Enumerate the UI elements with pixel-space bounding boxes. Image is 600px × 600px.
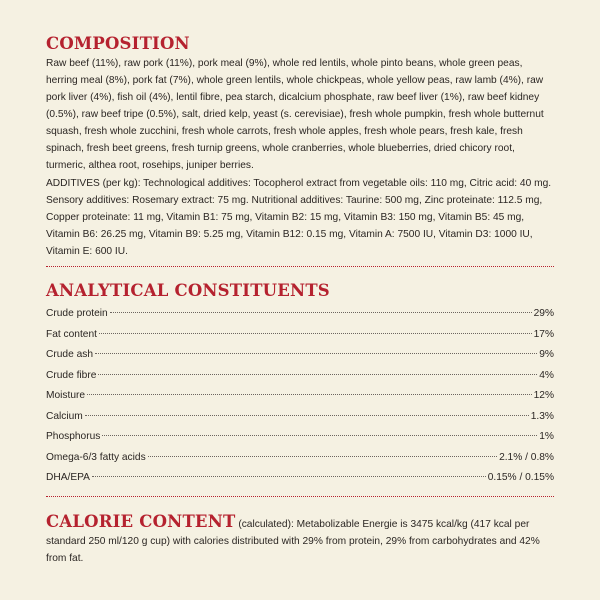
dot-leader xyxy=(98,374,537,375)
constituents-table xyxy=(46,304,554,489)
table-row xyxy=(46,366,554,387)
dot-leader xyxy=(95,353,537,354)
constituent-name: DHA/EPA xyxy=(46,472,90,483)
constituent-value: 1% xyxy=(539,431,554,442)
dot-leader xyxy=(92,476,486,477)
additives-text: ADDITIVES (per kg): Technological additives: Tocopherol extract from vegetable oils: 110 mg, Citric acid: 40 mg. Sensory additives: Rosemary extract: 75 mg. Nutritional additives: Taurine: 500 mg, Zinc proteinate: 112.5 mg, Copper proteinate: 11 mg, Vitamin B1: 75 mg, Vitamin B2: 15 mg, Vitamin B3: 150 mg, Vitamin B5: 45 mg, Vitamin B6: 26.25 mg, Vitamin B9: 5.25 mg, Vitamin B12: 0.15 mg, Vitamin A: 7500 IU, Vitamin D3: 1000 IU, Vitamin E: 600 IU. xyxy=(46,178,552,257)
constituent-value: 9% xyxy=(539,349,554,360)
constituent-value: 29% xyxy=(533,308,554,319)
dot-leader xyxy=(102,435,537,436)
table-row xyxy=(46,386,554,407)
table-row xyxy=(46,427,554,448)
constituent-value: 4% xyxy=(539,369,554,381)
analytical-section xyxy=(46,281,554,489)
dot-leader xyxy=(87,394,532,395)
constituent-name: Moisture xyxy=(46,390,86,401)
table-row xyxy=(46,325,554,346)
ingredients-text: Raw beef (11%), raw pork (11%), pork meal (9%), whole red lentils, whole pinto beans, whole green peas, herring meal (8%), pork fat (7%), whole green lentils, whole chickpeas, whole yellow peas, raw lamb (4%), raw pork liver (4%), fish oil (4%), lentil fibre, pea starch, dicalcium phosphate, raw beef liver (1%), raw beef kidney (0.5%), raw beef tripe (0.5%), salt, dried kelp, yeast (s. cerevisiae), fresh whole pumpkin, fresh whole butternut squash, fresh whole zucchini, fresh whole carrots, fresh whole apples, fresh whole pears, fresh kale, fresh spinach, fresh beet greens, fresh turnip greens, whole cranberries, whole blueberries, dried chicory root, turmeric, althea root, rosehips, juniper berries. xyxy=(46,58,544,171)
constituent-value: 1.3% xyxy=(530,410,554,422)
constituent-name: Fat content xyxy=(46,328,97,340)
section-divider xyxy=(46,496,554,497)
constituent-name: Crude protein xyxy=(46,308,108,319)
calorie-text: (calculated): Metabolizable Energie is 3475 kcal/kg (417 kcal per standard 250 ml/120 g cup) with calories distributed with 29% from protein, 29% from carbohydrates and 42% from fat. xyxy=(46,519,540,564)
dot-leader xyxy=(99,333,532,334)
table-row xyxy=(46,448,554,469)
table-row xyxy=(46,304,554,325)
calorie-heading: CALORIE CONTENT xyxy=(46,512,236,531)
constituent-name: Calcium xyxy=(46,410,83,422)
composition-heading: COMPOSITION xyxy=(46,34,190,53)
constituent-value: 17% xyxy=(533,328,554,340)
section-divider xyxy=(46,266,554,267)
composition-section xyxy=(46,34,554,260)
constituent-name: Crude ash xyxy=(46,349,94,360)
calorie-section xyxy=(46,512,554,567)
table-row xyxy=(46,345,554,366)
constituent-name: Crude fibre xyxy=(46,369,97,381)
table-row xyxy=(46,407,554,428)
analytical-heading: ANALYTICAL CONSTITUENTS xyxy=(46,281,330,300)
constituent-value: 0.15% / 0.15% xyxy=(487,472,554,483)
constituent-value: 12% xyxy=(533,390,554,401)
dot-leader xyxy=(85,415,529,416)
constituent-name: Phosphorus xyxy=(46,431,101,442)
constituent-value: 2.1% / 0.8% xyxy=(499,451,554,463)
dot-leader xyxy=(148,456,497,457)
table-row xyxy=(46,468,554,489)
dot-leader xyxy=(110,312,532,313)
constituent-name: Omega-6/3 fatty acids xyxy=(46,451,146,463)
